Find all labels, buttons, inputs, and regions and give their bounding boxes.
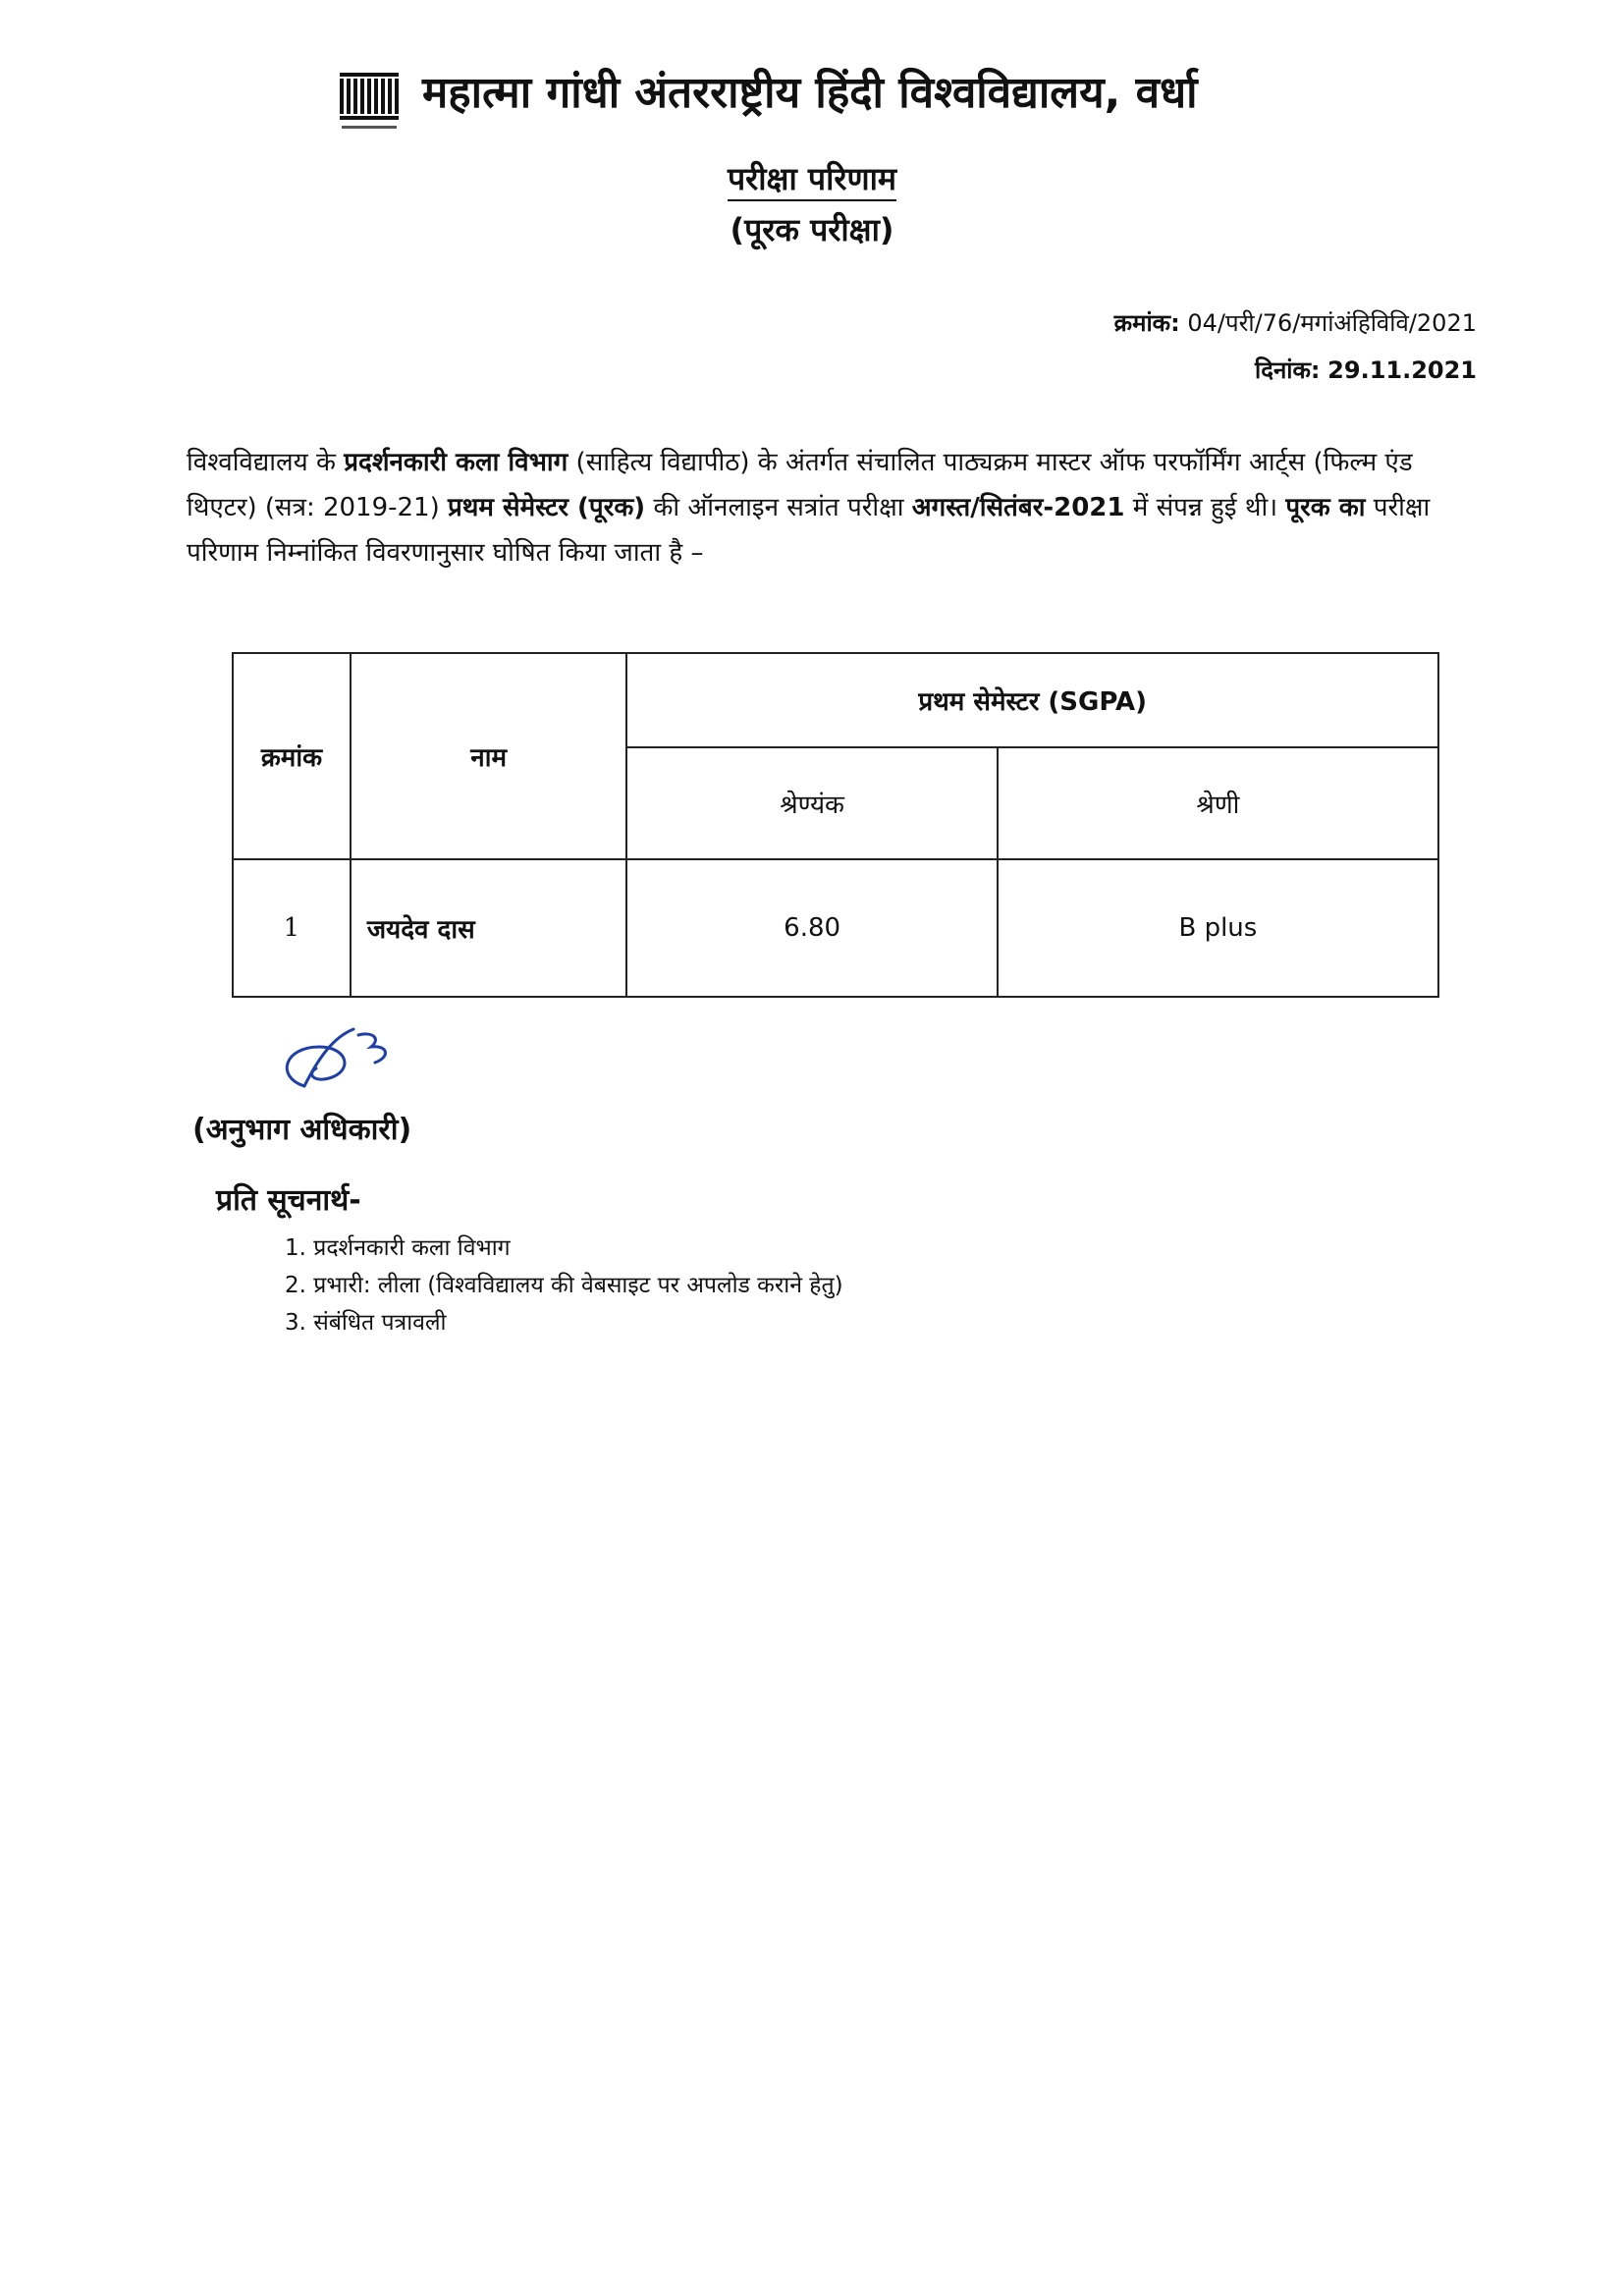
cell-grade-points: 6.80 [626, 859, 997, 997]
table-row [233, 859, 1438, 997]
cell-grade: B plus [998, 859, 1438, 997]
cell-serial: 1 [233, 859, 351, 997]
header-serial: क्रमांक [233, 653, 351, 859]
header-name: नाम [351, 653, 627, 859]
reference-number: क्रमांक: 04/परी/76/मगांअंहिविवि/2021 [1113, 309, 1477, 337]
university-name: महात्मा गांधी अंतरराष्ट्रीय हिंदी विश्वविद्यालय, वर्धा [422, 68, 1198, 118]
page-title: परीक्षा परिणाम [0, 157, 1624, 199]
notice-paragraph: विश्वविद्यालय के प्रदर्शनकारी कला विभाग (साहित्य विद्यापीठ) के अंतर्गत संचालित पाठ्यक्रम मास्टर ऑफ परफॉर्मिंग आर्ट्स (फिल्म एंड थिएटर) (सत्र: 2019-21) प्रथम सेमेस्टर (पूरक) की ऑनलाइन सत्रांत परीक्षा अगस्त/सितंबर-2021 में संपन्न हुई थी। पूरक का परीक्षा परिणाम निम्नांकित विवरणानुसार घोषित किया जाता है – [187, 448, 1431, 568]
header-grade-points: श्रेण्यंक [626, 747, 997, 859]
result-table [232, 652, 1439, 998]
list-item: 2. प्रभारी: लीला (विश्वविद्यालय की वेबसाइट पर अपलोड कराने हेतु) [285, 1273, 843, 1298]
header-grade: श्रेणी [998, 747, 1438, 859]
reference-date: दिनांक: 29.11.2021 [1255, 356, 1477, 384]
copy-to-list [285, 1230, 843, 1341]
letterhead [324, 61, 1355, 139]
copy-to-heading: प्रति सूचनार्थ- [216, 1183, 361, 1218]
page-subtitle: (पूरक परीक्षा) [730, 211, 894, 248]
university-logo [332, 67, 410, 137]
header-semester: प्रथम सेमेस्टर (SGPA) [626, 653, 1438, 747]
list-item: 3. संबंधित पत्रावली [285, 1310, 447, 1336]
officer-designation: (अनुभाग अधिकारी) [192, 1113, 412, 1147]
list-item: 1. प्रदर्शनकारी कला विभाग [285, 1235, 511, 1261]
cell-name: जयदेव दास [351, 859, 627, 997]
signature [265, 1017, 412, 1106]
